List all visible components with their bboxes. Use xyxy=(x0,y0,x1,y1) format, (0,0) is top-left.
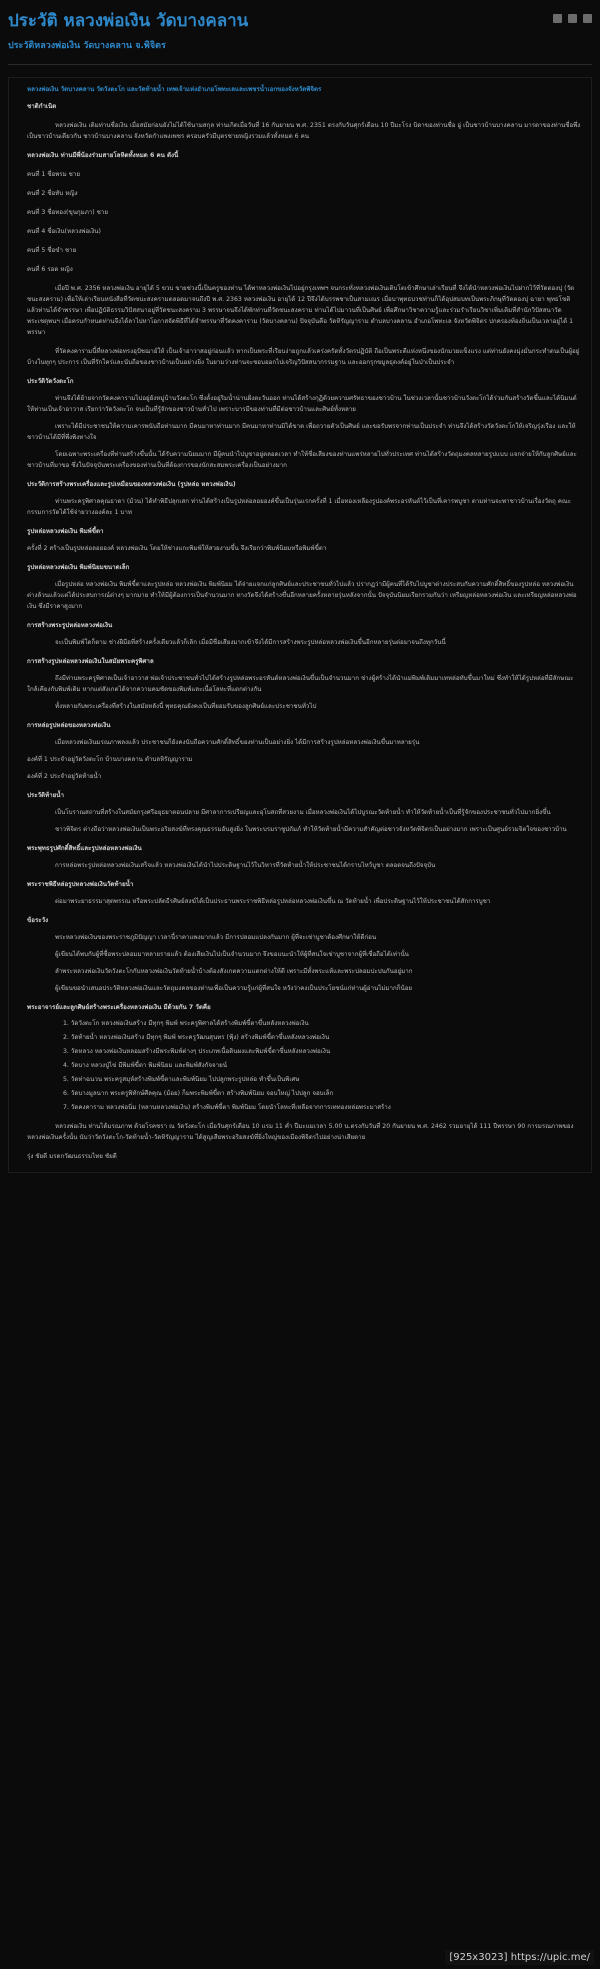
list-item: คนที่ 6 รอด หญิง xyxy=(27,266,73,273)
paragraph: การหล่อพระรูปหล่อหลวงพ่อเงินเสร็จแล้ว หลวงพ่อเงินได้นำไปประดิษฐานไว้ในวิหารที่วัดท้ายน้ำให้ประชาชนได้กราบไหว้บูชา ตลอดจนถึงปัจจุบัน xyxy=(55,862,436,869)
list-item: คนที่ 3 ชื่อทอง(ขุนกุมภา) ชาย xyxy=(27,209,108,216)
list-item: 3. วัดหลวง หลวงพ่อเงินหลอมสร้างมีพระพิมพ์ต่างๆ ประเภทเนื้อดินผงและพิมพ์ขี้ตาขึ้นหลังหลวงพ่อเงิน xyxy=(63,1048,331,1055)
list-item: 6. วัดบางมูลนาก พระครูพิทักษ์ศีลคุณ (ม้อย) ก็มพระพิมพ์ขี้ตา สร้างพิมพ์นิยม จอบใหญ่ ไปปลูก จอบเล็ก xyxy=(63,1090,334,1097)
section-heading-origin: ชาติกำเนิด xyxy=(27,103,57,110)
paragraph: ลำพระหลวงพ่อเงินวัดวังตะโกกับหลวงพ่อเงินวัดท้ายน้ำบ้างต้องสังเกตความแตกต่างให้ดี เพราะมีทั้งพระแท้และพระปลอมปะปนกันอยู่มาก xyxy=(55,968,413,975)
list-item: คนที่ 1 ชื่อพรม ชาย xyxy=(27,171,80,178)
paragraph: พระหลวงพ่อเงินของพระราชภูมิปัญญา เวลานี้ราคาแพงมากแล้ว มีการปลอมแปลงกันมาก ผู้ที่จะเช่าบูชาต้องศึกษาให้ดีก่อน xyxy=(55,934,377,941)
paragraph: เพราะได้มีประชาชนให้ความเคารพนับถือท่านมาก มีคนมาหาท่านมาก มีคนมาหาท่านมิได้ขาด เพื่อถวายตัวเป็นศิษย์ และขอรับพรจากท่านเป็นประจำ ท่านจึงได้สร้างวัดวังตะโกให้เจริญรุ่งเรือง และให้ชาวบ้านได้มีที่พึ่งพิงทางใจ xyxy=(27,423,576,441)
signature: รุ่ง ชัยดี มรดกวัฒนธรรมไทย ชัยดี xyxy=(27,1153,117,1160)
section-heading: ประวัติการสร้างพระเครื่องและรูปเหมือนของหลวงพ่อเงิน (รูปหล่อ หลวงพ่อเงิน) xyxy=(27,481,236,488)
paragraph: เมื่อหลวงพ่อเงินมรณภาพลงแล้ว ประชาชนก็ยังคงนับถือความศักดิ์สิทธิ์ของท่านเป็นอย่างยิ่ง ได้มีการสร้างรูปหล่อหลวงพ่อเงินขึ้นมาหลายรุ่น xyxy=(55,739,420,746)
paragraph: ผู้เขียนได้พบกับผู้ที่ซื้อพระปลอมมาหลายรายแล้ว ต้องเสียเงินไปเป็นจำนวนมาก จึงขอแนะนำให้ผู้ที่สนใจเช่าบูชาจากผู้ที่เชื่อถือได้เท่านั้น xyxy=(55,951,409,958)
paragraph: องค์ที่ 1 ประจำอยู่วัดวังตะโก บ้านบางคลาน ตำบลหิรัญญาราม xyxy=(27,756,193,763)
page-title: ประวัติ หลวงพ่อเงิน วัดบางคลาน xyxy=(8,11,249,31)
paragraph: ต่อมาพระยาธรรมาสุตพรรณ หรือพระปลัดธีรศิษย์สงฆ์ได้เป็นประธานพระราชพิธีหล่อรูปหล่อหลวงพ่อเงินขึ้น ณ วัดท้ายน้ำ เพื่อประดิษฐานไว้ให้ประชาชนได้สักการบูชา xyxy=(55,898,491,905)
paragraph: ท่านพระครูพิศาลคุณธาดา (ม้วน) ได้ทำพิธีปลุกเสก ท่านได้สร้างเป็นรูปหล่อลอยองค์ขึ้นเป็นรุ่นแรกครั้งที่ 1 เมื่อทองเหลืองรูปองค์พระอรหันต์ไว้เป็นที่เคารพบูชา ตามท่านจะพาชาวบ้านเรื่องวัตถุ คณะกรรมการวัดได้ใช้จ่ายวางองค์ละ 1 บาท xyxy=(27,498,571,516)
section-heading: พระพุทธรูปศักดิ์สิทธิ์และรูปหล่อหลวงพ่อเงิน xyxy=(27,845,142,852)
divider xyxy=(8,64,592,65)
section-heading: การหล่อรูปหล่อของหลวงพ่อเงิน xyxy=(27,722,111,729)
paragraph: จะเป็นพิมพ์ใดก็ตาม ช่างฝีมือที่สร้างครั้งเดียวแล้วก็เลิก เมื่อมีชื่อเสียงมากเข้าจึงได้มีการสร้างพระรูปหล่อหลวงพ่อเงินขึ้นอีกหลายรุ่นต่อมาจนถึงทุกวันนี้ xyxy=(55,639,446,646)
list-item: 7. วัดคงคาราม หลวงพ่อนิ่ม (หลานหลวงพ่อเงิน) สร้างพิมพ์ขี้ตา พิมพ์นิยม โดยนำโลหะที่เหลือจากการเททองหล่อพระมาสร้าง xyxy=(63,1104,391,1111)
paragraph: ทั้งหลายกับพระเครื่องที่สร้างในสมัยหลังนี้ พุทธคุณยังคงเป็นที่ยอมรับของลูกศิษย์และประชาชนทั่วไป xyxy=(55,703,317,710)
toolbar-icons xyxy=(553,14,592,23)
paragraph: ผู้เขียนขอนำเสนอประวัติหลวงพ่อเงินและวัตถุมงคลของท่านเพื่อเป็นความรู้แก่ผู้ที่สนใจ หวังว่าคงเป็นประโยชน์แก่ท่านผู้อ่านไม่มากก็น้อย xyxy=(55,985,413,992)
section-heading: รูปหล่อหลวงพ่อเงิน พิมพ์นิยมขนาดเล็ก xyxy=(27,564,130,571)
pdf-icon[interactable] xyxy=(568,14,577,23)
email-icon[interactable] xyxy=(583,14,592,23)
temples-list xyxy=(63,1017,581,1115)
paragraph: ถึงมีท่านพระครูพิศาลเป็นเจ้าอาวาส พ่อเจ้าประชาชนทั่วไปได้สร้างรูปหล่อพระอรหันต์หลวงพ่อเงินขึ้นเป็นจำนวนมาก ช่างผู้สร้างได้นำแม่พิมพ์เดิมมาเทหล่อทับขึ้นมาใหม่ ซึ่งทำให้ได้รูปหล่อที่มีลักษณะใกล้เคียงกับพิมพ์เดิม หากแต่สังเกตได้จากความคมชัดของพิมพ์และเนื้อโลหะที่แตกต่างกัน xyxy=(27,675,574,693)
list-item: 4. วัดบาง หลวงปู่ไข่ มีพิมพ์ขี้ตา พิมพ์นิยม และพิมพ์สังกัจจายน์ xyxy=(63,1062,227,1069)
section-heading: ประวัติวัดวังตะโก xyxy=(27,378,74,385)
section-heading: พระอาจารย์และลูกศิษย์สร้างพระเครื่องหลวงพ่อเงิน มีด้วยกัน 7 วัดคือ xyxy=(27,1004,211,1011)
section-heading: รูปหล่อหลวงพ่อเงิน พิมพ์ขี้ตา xyxy=(27,528,104,535)
print-icon[interactable] xyxy=(553,14,562,23)
paragraph: เมื่อรูปหล่อ หลวงพ่อเงิน พิมพ์ขี้ตาและรูปหล่อ หลวงพ่อเงิน พิมพ์นิยม ได้จ่ายแจกแก่ลูกศิษย์และประชาชนทั่วไปแล้ว ปรากฏว่ามีผู้คนที่ได้รับไปบูชาต่างประสบกับความศักดิ์สิทธิ์ของรูปหล่อ หลวงพ่อเงิน ต่างล้วนแล้วแต่ได้ประสบการณ์ต่างๆ มากมาย ทำให้มีผู้ต้องการเป็นจำนวนมาก ทางวัดจึงได้สร้างขึ้นอีกหลายครั้งหลายรุ่นหลังจากนั้น ปัจจุบันนิยมเรียกรวมกันว่า เหรียญหล่อหลวงพ่อเงิน และเหรียญหล่อหลวงพ่อเงิน ซึ่งมีราคาสูงมาก xyxy=(27,581,577,610)
paragraph: ที่วัดคงคารามนี้ที่หลวงพ่อทรงอุปัชฌาย์ให้ เป็นเจ้าอาวาสอยู่ก่อนแล้ว หากเป็นพระที่เรียบง่ายถูกแล้วเคร่งครัดทั้งวัตรปฏิบัติ ถือเป็นพระดีแห่งหนึ่งของนักมวยแข็งแรง แต่ท่านยังคงมุ่งมั่นกระทำตนเป็นผู้อยู่บ้างในทุกๆ ประการ เป็นที่รักใคร่และนับถือของชาวบ้านเป็นอย่างยิ่ง ในยามว่างท่านจะชอบออกไปเจริญวิปัสสนากรรมฐาน และออกรุกขมูลธุดงค์อยู่ในป่าเป็นประจำ xyxy=(27,348,580,366)
section-heading: ข้อระวัง xyxy=(27,917,49,924)
lead-title: หลวงพ่อเงิน วัดบางคลาน วัดวังตะโก และวัดท้ายน้ำ เทพเจ้าแห่งอำเภอโพทะเลและเพชรน้ำเอกของจังหวัดพิจิตร xyxy=(27,86,322,93)
section-heading: การสร้างพระรูปหล่อหลวงพ่อเงิน xyxy=(27,622,113,629)
section-heading: การสร้างรูปหล่อหลวงพ่อเงินในสมัยพระครูพิศาล xyxy=(27,658,154,665)
list-item: คนที่ 2 ชื่อทับ หญิง xyxy=(27,190,78,197)
section-heading: พระราชพิธีหล่อรูปหลวงพ่อเงินวัดท้ายน้ำ xyxy=(27,881,134,888)
paragraph: หลวงพ่อเงิน ท่านได้มรณภาพ ด้วยโรคชรา ณ วัดวังตะโก เมื่อวันศุกร์เดือน 10 แรม 11 ค่ำ ปีมะแมเวลา 5.00 น.ตรงกับวันที่ 20 กันยายน พ.ศ. 2462 รวมอายุได้ 111 ปีพรรษา 90 การมรณภาพของหลวงพ่อเงินครั้งนั้น นับว่าวัดวังตะโก-วัดท้ายน้ำ-วัดหิรัญญาราม ได้สูญเสียพระอริยสงฆ์ที่ยิ่งใหญ่ของเมืองพิจิตรไปอย่างน่าเสียดาย xyxy=(27,1123,574,1141)
article-body xyxy=(8,77,592,1173)
list-item: คนที่ 5 ชื่อขำ ชาย xyxy=(27,247,77,254)
paragraph: เมื่อปี พ.ศ. 2356 หลวงพ่อเงิน อายุได้ 5 ขวบ ขายช่วงนี้เป็นครูของท่าน ได้พาหลวงพ่อเงินไปอยู่กรุงเทพฯ จนกระทั่งหลวงพ่อเงินเติบโตเข้าศึกษาเล่าเรียนที่ จึงได้นำหลวงพ่อเงินไปฝากไว้ที่วัดตองปุ (วัดชนะสงคราม) เพื่อให้เล่าเรียนหนังสือที่วัดชนะสงครามตลอดมาจนถึงปี พ.ศ. 2363 หลวงพ่อเงิน อายุได้ 12 ปีจึงได้บรรพชาเป็นสามเณร เมื่อบาพุทธบวชท่านก็ได้อุปสมบทเป็นพระภิกษุที่วัดตองปุ ฉายา พุทธโชติ แล้วท่านได้จำพรรษา เพื่อปฏิบัติธรรมวิปัสสนาอยู่ที่วัดชนะสงคราม 3 พรรษาจนจึงได้พักท่านที่วัดชนะสงคราม ท่านได้ไปมาวนที่เป็นศิษย์ เพื่อศึกษาวิชาความรู้และร่วมรำเรียนวิชาเพิ่มเติมที่สำนักวิปัสสนาวัดพระเชตุพนฯ เมื่อครบกำหนดท่านจึงได้ลาไปหาโอกาสจัดพิธีที่ได้จำพรรษาที่วัดคงคาราม (วัดบางคลาน) ปัจจุบันคือ วัดหิรัญญาราม ตำบลบางคลาน อำเภอโพทะเล จังหวัดพิจิตร ปกครองท้องถิ่นเป็นเวลาอยู่ได้ 1 พรรษา xyxy=(27,285,575,336)
paragraph: ท่านจึงได้ย้ายจากวัดคงคารามไปอยู่ยังหมู่บ้านวังตะโก ซึ่งตั้งอยู่ริมน้ำน่านฝั่งตะวันออก ท่านได้สร้างกุฏิด้วยความศรัทธาของชาวบ้าน ในช่วงเวลานั้นชาวบ้านวังตะโกได้ร่วมกันสร้างวัดขึ้นและได้นิมนต์ให้ท่านเป็นเจ้าอาวาส เรียกว่าวัดวังตะโก จนเป็นที่รู้จักของชาวบ้านทั่วไป เพราะบารมีของท่านที่มีต่อชาวบ้านและศิษย์ทั้งหลาย xyxy=(27,395,577,413)
siblings-list xyxy=(27,169,581,275)
paragraph: หลวงพ่อเงิน ท่านมีพี่น้องร่วมสายโลหิตทั้งหมด 6 คน ดังนี้ xyxy=(27,152,179,159)
paragraph: องค์ที่ 2 ประจำอยู่วัดท้ายน้ำ xyxy=(27,773,102,780)
header xyxy=(0,0,600,52)
watermark: [925x3023] https://upic.me/ xyxy=(445,1950,594,1965)
list-item: 5. วัดท่าฉนวน พระครูสมุห์สร้างพิมพ์ขี้ตาและพิมพ์นิยม ไปปลูกพระรูปหล่อ ทำขึ้นเป็นพิเศษ xyxy=(63,1076,300,1083)
paragraph: โดยเฉพาะพระเครื่องที่ท่านสร้างขึ้นนั้น ได้รับความนิยมมาก มีผู้คนนำไปบูชาอยู่ตลอดเวลา ทำให้ชื่อเสียงของท่านแพร่หลายไปทั่วประเทศ ท่านได้สร้างวัตถุมงคลหลายรูปแบบ แจกจ่ายให้กับลูกศิษย์และชาวบ้านที่มาขอ ซึ่งในปัจจุบันพระเครื่องของท่านเป็นที่ต้องการของนักสะสมพระเครื่องเป็นอย่างมาก xyxy=(27,451,577,469)
list-item: 2. วัดท้ายน้ำ หลวงพ่อเงินสร้าง มีทุกๆ พิมพ์ พระครูวัฒนสุนทร (ฟุ้ง) สร้างพิมพ์ขี้ตาขึ้นหลังหลวงพ่อเงิน xyxy=(63,1034,330,1041)
section-heading: ประวัติท้ายน้ำ xyxy=(27,792,64,799)
paragraph: หลวงพ่อเงิน เดิมท่านชื่อเงิน เมื่อสมัยก่อนยังไม่ได้ใช้นามสกุล ท่านเกิดเมื่อวันที่ 16 กันยายน พ.ศ. 2351 ตรงกับวันศุกร์เดือน 10 ปีมะโรง บิดาของท่านชื่อ อู่ เป็นชาวบ้านบางคลาน มารดาของท่านชื่อพึ่ง เป็นชาวบ้านเดียวกัน ชาวบ้านบางคลาน จังหวัดกำแพงเพชร ครอบครัวมีบุตรชายหญิงรวมแล้วทั้งหมด 6 คน xyxy=(27,122,581,140)
paragraph: เป็นโบราณสถานที่สร้างในสมัยกรุงศรีอยุธยาตอนปลาย มีศาลาการเปรียญและอุโบสถที่สวยงาม เมื่อหลวงพ่อเงินได้ไปบูรณะวัดท้ายน้ำ ทำให้วัดท้ายน้ำเป็นที่รู้จักของประชาชนทั่วไปมากยิ่งขึ้น xyxy=(55,809,551,816)
list-item: คนที่ 4 ชื่อเงิน(หลวงพ่อเงิน) xyxy=(27,228,101,235)
list-item: 1. วัดวังตะโก หลวงพ่อเงินสร้าง มีทุกๆ พิมพ์ พระครูพิศาลได้สร้างพิมพ์ขี้ตาขึ้นหลังหลวงพ่อเงิน xyxy=(63,1020,309,1027)
paragraph: ครั้งที่ 2 สร้างเป็นรูปหล่อลอยองค์ หลวงพ่อเงิน โดยให้ช่างแกะพิมพ์ให้สวยงามขึ้น จึงเรียกว่าพิมพ์นิยมหรือพิมพ์ขี้ตา xyxy=(27,545,327,552)
page-subtitle: ประวัติหลวงพ่อเงิน วัดบางคลาน จ.พิจิตร xyxy=(8,41,166,51)
paragraph: ชาวพิจิตร ต่างถือว่าหลวงพ่อเงินเป็นพระอริยสงฆ์ที่ทรงคุณธรรมอันสูงยิ่ง ในพระบรมราชูปถัมภ์ ทำให้วัดท้ายน้ำมีความสำคัญต่อชาวจังหวัดพิจิตรเป็นอย่างมาก เพราะเป็นศูนย์รวมจิตใจของชาวบ้าน xyxy=(55,826,567,833)
